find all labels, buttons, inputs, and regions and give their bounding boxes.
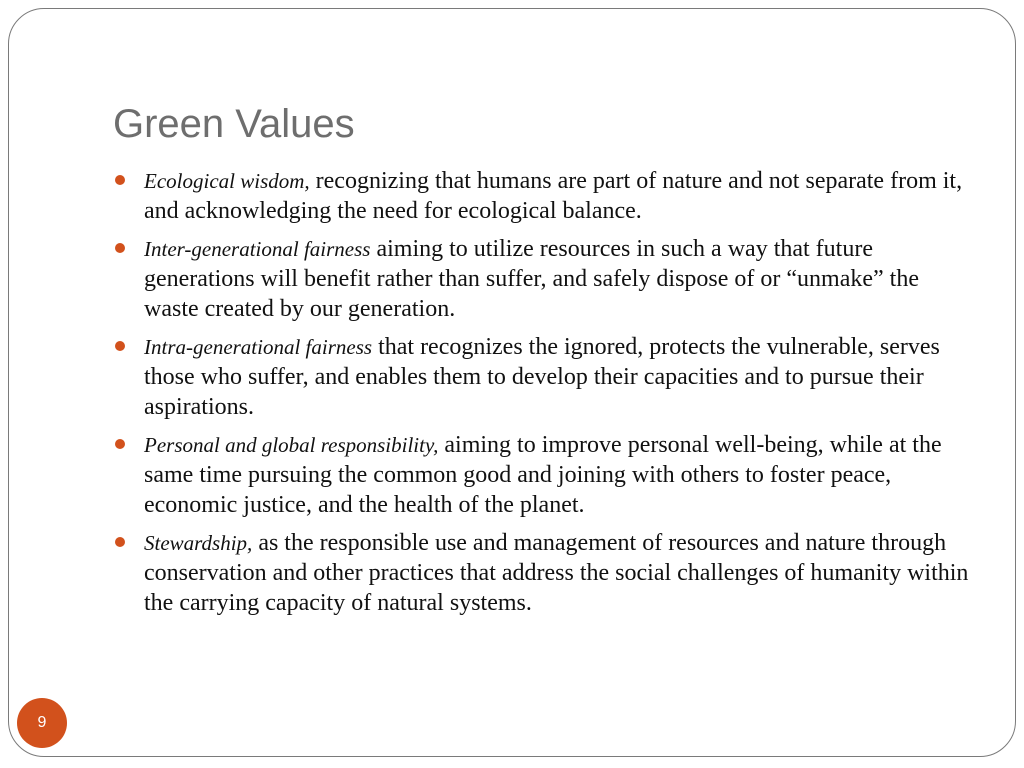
slide-title: Green Values — [113, 102, 355, 146]
bullet-term: Intra-generational fairness — [144, 335, 373, 359]
bullet-term: Stewardship, — [144, 531, 253, 555]
bullet-text: recognizing that humans are part of nature and not separate from it, and acknowledging the need for ecological balance. — [144, 168, 963, 224]
list-item — [113, 430, 973, 520]
bullet-list — [113, 166, 973, 626]
bullet-term: Ecological wisdom, — [144, 169, 310, 193]
bullet-text: that recognizes the ignored, protects the vulnerable, serves those who suffer, and enables them to develop their capacities and to pursue their aspirations. — [144, 334, 940, 420]
list-item — [113, 234, 973, 324]
page-number-badge: 9 — [17, 698, 67, 748]
bullet-term: Inter-generational fairness — [144, 237, 371, 261]
bullet-term: Personal and global responsibility, — [144, 433, 439, 457]
list-item — [113, 528, 973, 618]
bullet-dot-icon — [115, 341, 125, 351]
list-item — [113, 332, 973, 422]
bullet-text: aiming to utilize resources in such a way that future generations will benefit rather than suffer, and safely dispose of or “unmake” the waste created by our generation. — [144, 236, 919, 322]
bullet-dot-icon — [115, 243, 125, 253]
bullet-dot-icon — [115, 537, 125, 547]
bullet-dot-icon — [115, 439, 125, 449]
bullet-text: as the responsible use and management of resources and nature through conservation and other practices that address the social challenges of humanity within the carrying capacity of natural systems. — [144, 530, 969, 616]
bullet-dot-icon — [115, 175, 125, 185]
list-item — [113, 166, 973, 226]
bullet-text: aiming to improve personal well-being, while at the same time pursuing the common good and joining with others to foster peace, economic justice, and the health of the planet. — [144, 432, 942, 518]
